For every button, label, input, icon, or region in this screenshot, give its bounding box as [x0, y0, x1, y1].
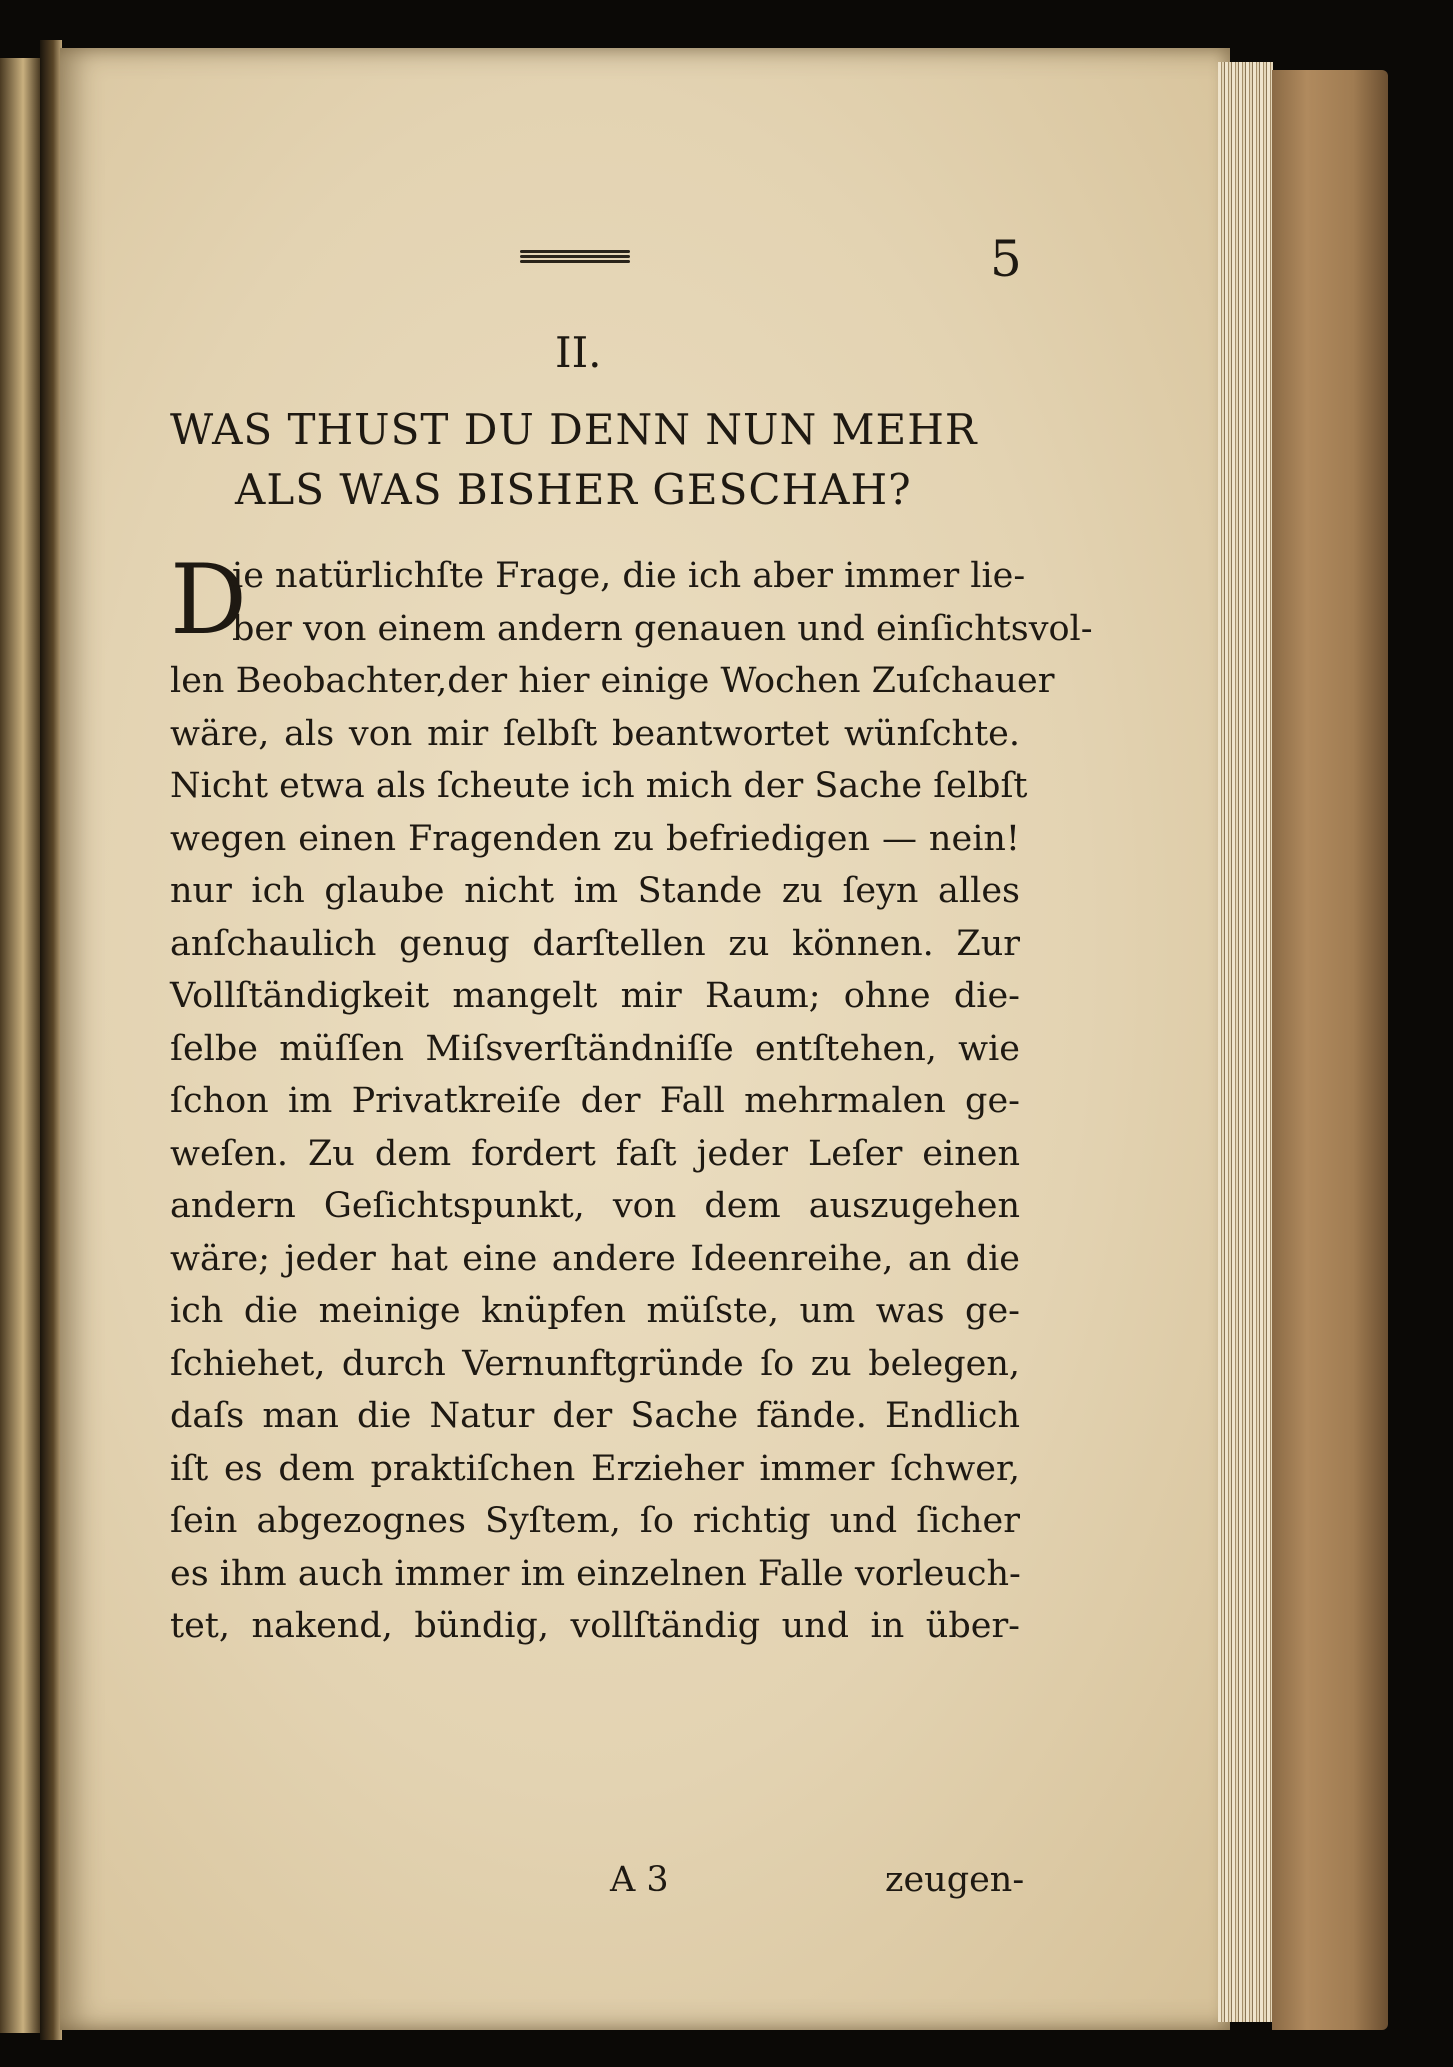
header-ornament — [520, 250, 630, 264]
text-line: anſchaulich genug darſtellen zu können. Zur — [170, 923, 1020, 964]
text-line: andern Geſichtspunkt, von dem auszugehen — [170, 1186, 1020, 1226]
text-line: Nicht etwa als ſcheute ich mich der Sache ſelbſt — [170, 766, 1028, 806]
chapter-heading — [155, 400, 1035, 520]
text-line: weſen. Zu dem fordert faſt jeder Leſer einen — [170, 1133, 1020, 1174]
text-line: nur ich glaube nicht im Stande zu ſeyn alles — [170, 871, 1020, 911]
page-number: 5 — [990, 230, 1022, 288]
text-line: ſchon im Privatkreiſe der Fall mehrmalen ge- — [170, 1081, 1020, 1121]
text-line: ſelbe müſſen Miſsverſtändniſſe entſtehen, wie — [170, 1028, 1020, 1069]
catchword: zeugen- — [885, 1860, 1025, 1900]
drop-cap: D — [170, 544, 247, 656]
text-line: len Beobachter,der hier einige Wochen Zuſchauer — [170, 661, 1055, 701]
body-text — [170, 544, 1093, 1653]
book-gutter — [40, 40, 62, 2040]
page-edges — [1218, 62, 1273, 2022]
chapter-number: II. — [555, 328, 602, 377]
text-line: ber von einem andern genauen und einſichtsvol- — [232, 608, 1093, 649]
text-line: ſchiehet, durch Vernunftgründe ſo zu belegen, — [170, 1343, 1020, 1384]
text-line: tet, nakend, bündig, vollſtändig und in über- — [170, 1606, 1020, 1646]
text-line: es ihm auch immer im einzelnen Falle vorleuch- — [170, 1553, 1021, 1594]
book-cover — [1272, 70, 1388, 2030]
heading-line: WAS THUST DU DENN NUN MEHR — [170, 405, 978, 454]
text-line: Vollſtändigkeit mangelt mir Raum; ohne die- — [170, 976, 1020, 1016]
text-line: wäre; jeder hat eine andere Ideenreihe, an die — [170, 1238, 1020, 1279]
text-line: iſt es dem praktiſchen Erzieher immer ſchwer, — [170, 1448, 1020, 1489]
heading-line: ALS WAS BISHER GESCHAH? — [235, 465, 912, 514]
text-line: daſs man die Natur der Sache fände. Endlich — [170, 1396, 1020, 1436]
text-line: wäre, als von mir ſelbſt beantwortet wünſchte. — [170, 713, 1020, 754]
previous-page-edge — [0, 58, 42, 2033]
signature-mark: A 3 — [610, 1860, 669, 1900]
text-line: ſein abgezognes Syſtem, ſo richtig und ſicher — [170, 1501, 1020, 1541]
text-line: wegen einen Fragenden zu befriedigen — nein! — [170, 818, 1020, 859]
text-line: ich die meinige knüpfen müſste, um was ge- — [170, 1291, 1020, 1331]
text-line: ie natürlichſte Frage, die ich aber immer lie- — [232, 556, 1026, 596]
